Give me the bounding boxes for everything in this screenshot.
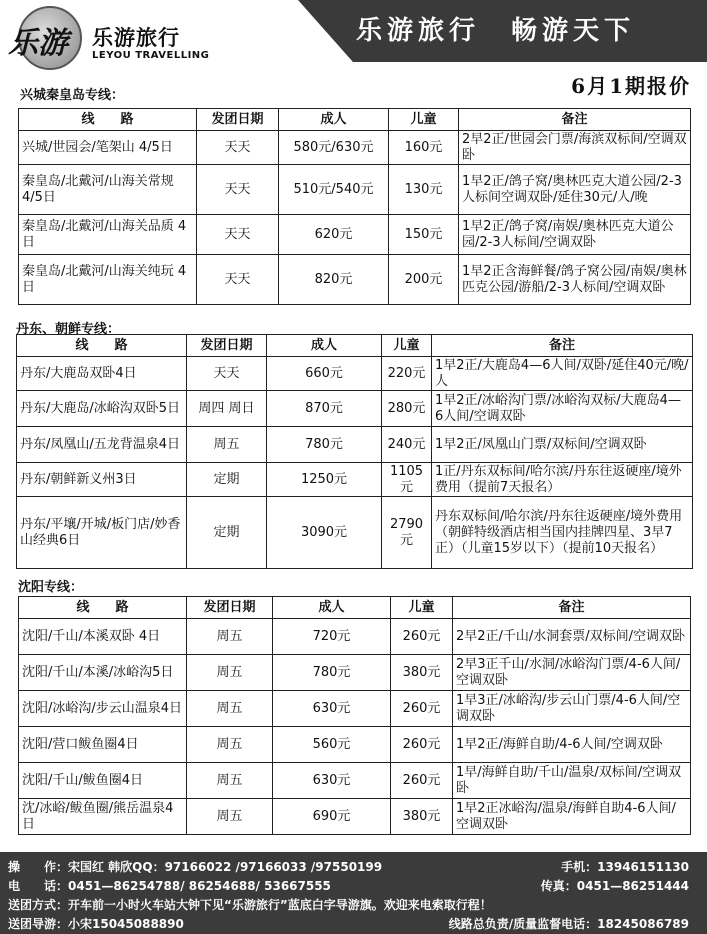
departure-cell: 周五	[187, 619, 273, 655]
adult-price-cell: 3090元	[267, 497, 382, 569]
route-cell: 秦皇岛/北戴河/山海关纯玩 4日	[19, 255, 197, 305]
route-cell: 秦皇岛/北戴河/山海关品质 4日	[19, 215, 197, 255]
column-header: 发团日期	[187, 597, 273, 619]
departure-cell: 周五	[187, 727, 273, 763]
operator-line: 操 作：宋国红 韩欣QQ：97166022 /97166033 /97550199	[8, 860, 383, 874]
route-cell: 丹东/大鹿岛双卧4日	[17, 357, 187, 391]
notes-cell: 丹东双标间/哈尔滨/丹东往返硬座/境外费用（朝鲜特级酒店相当国内挂牌四星、3早7正）（儿童15岁以下）（提前10天报名）	[432, 497, 693, 569]
adult-price-cell: 690元	[273, 799, 391, 835]
child-price-cell: 280元	[382, 391, 432, 427]
route-cell: 沈阳/千山/本溪双卧 4日	[19, 619, 187, 655]
departure-cell: 定期	[187, 463, 267, 497]
adult-price-cell: 620元	[279, 215, 389, 255]
section-title: 沈阳专线：	[18, 580, 84, 595]
column-header: 成人	[279, 109, 389, 131]
child-price-cell: 1105元	[382, 463, 432, 497]
price-table-xingcheng	[18, 108, 691, 305]
table-row	[17, 497, 693, 569]
child-price-cell: 260元	[391, 619, 453, 655]
adult-price-cell: 780元	[267, 427, 382, 463]
table-header-row	[19, 109, 691, 131]
adult-price-cell: 560元	[273, 727, 391, 763]
notes-cell: 2早3正千山/水洞/冰峪沟门票/4-6人间/空调双卧	[453, 655, 691, 691]
route-cell: 沈阳/千山/本溪/冰峪沟5日	[19, 655, 187, 691]
brand-name: 乐游旅行	[92, 26, 180, 50]
route-cell: 丹东/平壤/开城/板门店/妙香山经典6日	[17, 497, 187, 569]
column-header: 儿童	[389, 109, 459, 131]
meeting-line: 送团方式：开车前一小时火车站大钟下见“乐游旅行”蓝底白字导游旗。欢迎来电索取行程！	[8, 898, 492, 912]
child-price-cell: 130元	[389, 165, 459, 215]
table-row	[19, 131, 691, 165]
phone-line: 电 话：0451—86254788/ 86254688/ 53667555	[8, 879, 331, 893]
table-row	[19, 691, 691, 727]
child-price-cell: 200元	[389, 255, 459, 305]
adult-price-cell: 510元/540元	[279, 165, 389, 215]
route-cell: 丹东/朝鲜新义州3日	[17, 463, 187, 497]
contact-footer	[0, 852, 707, 934]
section-title: 丹东、朝鲜专线：	[16, 322, 121, 337]
table-row	[19, 655, 691, 691]
route-cell: 沈阳/千山/鲅鱼圈4日	[19, 763, 187, 799]
table-row	[19, 727, 691, 763]
fax-line: 传真：0451—86251444	[540, 879, 689, 893]
adult-price-cell: 630元	[273, 763, 391, 799]
departure-cell: 定期	[187, 497, 267, 569]
notes-cell: 1早2正/冰峪沟门票/冰峪沟双标/大鹿岛4—6人间/空调双卧	[432, 391, 693, 427]
mobile-line: 手机：13946151130	[561, 860, 689, 874]
column-header: 成人	[273, 597, 391, 619]
table-row	[17, 391, 693, 427]
issue-title: 6月1期报价	[571, 74, 691, 98]
departure-cell: 天天	[197, 215, 279, 255]
notes-cell: 1早/海鲜自助/千山/温泉/双标间/空调双卧	[453, 763, 691, 799]
notes-cell: 1正/丹东双标间/哈尔滨/丹东往返硬座/境外费用（提前7天报名）	[432, 463, 693, 497]
route-cell: 秦皇岛/北戴河/山海关常规 4/5日	[19, 165, 197, 215]
table-row	[17, 357, 693, 391]
brand-name-en: LEYOU TRAVELLING	[92, 50, 210, 61]
route-cell: 丹东/大鹿岛/冰峪沟双卧5日	[17, 391, 187, 427]
departure-cell: 周四 周日	[187, 391, 267, 427]
notes-cell: 1早3正/冰峪沟/步云山门票/4-6人间/空调双卧	[453, 691, 691, 727]
table-row	[17, 427, 693, 463]
adult-price-cell: 870元	[267, 391, 382, 427]
departure-cell: 周五	[187, 691, 273, 727]
column-header: 发团日期	[197, 109, 279, 131]
notes-cell: 1早2正含海鲜餐/鸽子窝公园/南娱/奥林匹克公园/游船/2-3人标间/空调双卧	[459, 255, 691, 305]
column-header: 儿童	[382, 335, 432, 357]
column-header: 线 路	[19, 109, 197, 131]
child-price-cell: 260元	[391, 691, 453, 727]
section-title: 兴城秦皇岛专线：	[20, 88, 125, 103]
adult-price-cell: 660元	[267, 357, 382, 391]
table-row	[19, 255, 691, 305]
departure-cell: 周五	[187, 799, 273, 835]
column-header: 备注	[459, 109, 691, 131]
child-price-cell: 380元	[391, 655, 453, 691]
table-row	[19, 619, 691, 655]
notes-cell: 1早2正/鸽子窝/奥林匹克大道公园/2-3人标间空调双卧/延住30元/人/晚	[459, 165, 691, 215]
route-cell: 沈阳/冰峪沟/步云山温泉4日	[19, 691, 187, 727]
table-row	[19, 763, 691, 799]
notes-cell: 1早2正/鸽子窝/南娱/奥林匹克大道公园/2-3人标间/空调双卧	[459, 215, 691, 255]
notes-cell: 2早2正/千山/水洞套票/双标间/空调双卧	[453, 619, 691, 655]
departure-cell: 周五	[187, 427, 267, 463]
route-cell: 沈阳/营口鲅鱼圈4日	[19, 727, 187, 763]
notes-cell: 1早2正/凤凰山门票/双标间/空调双卧	[432, 427, 693, 463]
child-price-cell: 380元	[391, 799, 453, 835]
column-header: 儿童	[391, 597, 453, 619]
departure-cell: 天天	[197, 131, 279, 165]
adult-price-cell: 630元	[273, 691, 391, 727]
route-cell: 丹东/凤凰山/五龙背温泉4日	[17, 427, 187, 463]
table-row	[19, 799, 691, 835]
column-header: 备注	[432, 335, 693, 357]
notes-cell: 1早2正/海鲜自助/4-6人间/空调双卧	[453, 727, 691, 763]
notes-cell: 1早2正/大鹿岛4—6人间/双卧/延住40元/晚/人	[432, 357, 693, 391]
departure-cell: 天天	[187, 357, 267, 391]
child-price-cell: 220元	[382, 357, 432, 391]
notes-cell: 1早2正冰峪沟/温泉/海鲜自助4-6人间/空调双卧	[453, 799, 691, 835]
table-row	[19, 215, 691, 255]
adult-price-cell: 780元	[273, 655, 391, 691]
supervisor-line: 线路总负责/质量监督电话：18245086789	[448, 917, 689, 931]
child-price-cell: 240元	[382, 427, 432, 463]
child-price-cell: 2790元	[382, 497, 432, 569]
departure-cell: 天天	[197, 165, 279, 215]
logo-script: 乐游	[8, 26, 68, 61]
guide-line: 送团导游：小宋15045088890	[8, 917, 184, 931]
child-price-cell: 160元	[389, 131, 459, 165]
table-header-row	[17, 335, 693, 357]
column-header: 发团日期	[187, 335, 267, 357]
column-header: 线 路	[17, 335, 187, 357]
child-price-cell: 260元	[391, 727, 453, 763]
departure-cell: 周五	[187, 655, 273, 691]
table-row	[19, 165, 691, 215]
departure-cell: 周五	[187, 763, 273, 799]
adult-price-cell: 820元	[279, 255, 389, 305]
child-price-cell: 260元	[391, 763, 453, 799]
column-header: 成人	[267, 335, 382, 357]
price-table-shenyang	[18, 596, 691, 835]
adult-price-cell: 580元/630元	[279, 131, 389, 165]
notes-cell: 2早2正/世园会门票/海滨双标间/空调双卧	[459, 131, 691, 165]
departure-cell: 天天	[197, 255, 279, 305]
table-header-row	[19, 597, 691, 619]
route-cell: 兴城/世园会/笔架山 4/5日	[19, 131, 197, 165]
table-row	[17, 463, 693, 497]
column-header: 线 路	[19, 597, 187, 619]
price-table-dandong	[16, 334, 693, 569]
adult-price-cell: 1250元	[267, 463, 382, 497]
adult-price-cell: 720元	[273, 619, 391, 655]
child-price-cell: 150元	[389, 215, 459, 255]
route-cell: 沈/冰峪/鲅鱼圈/熊岳温泉4日	[19, 799, 187, 835]
slogan: 乐游旅行 畅游天下	[356, 16, 636, 46]
column-header: 备注	[453, 597, 691, 619]
